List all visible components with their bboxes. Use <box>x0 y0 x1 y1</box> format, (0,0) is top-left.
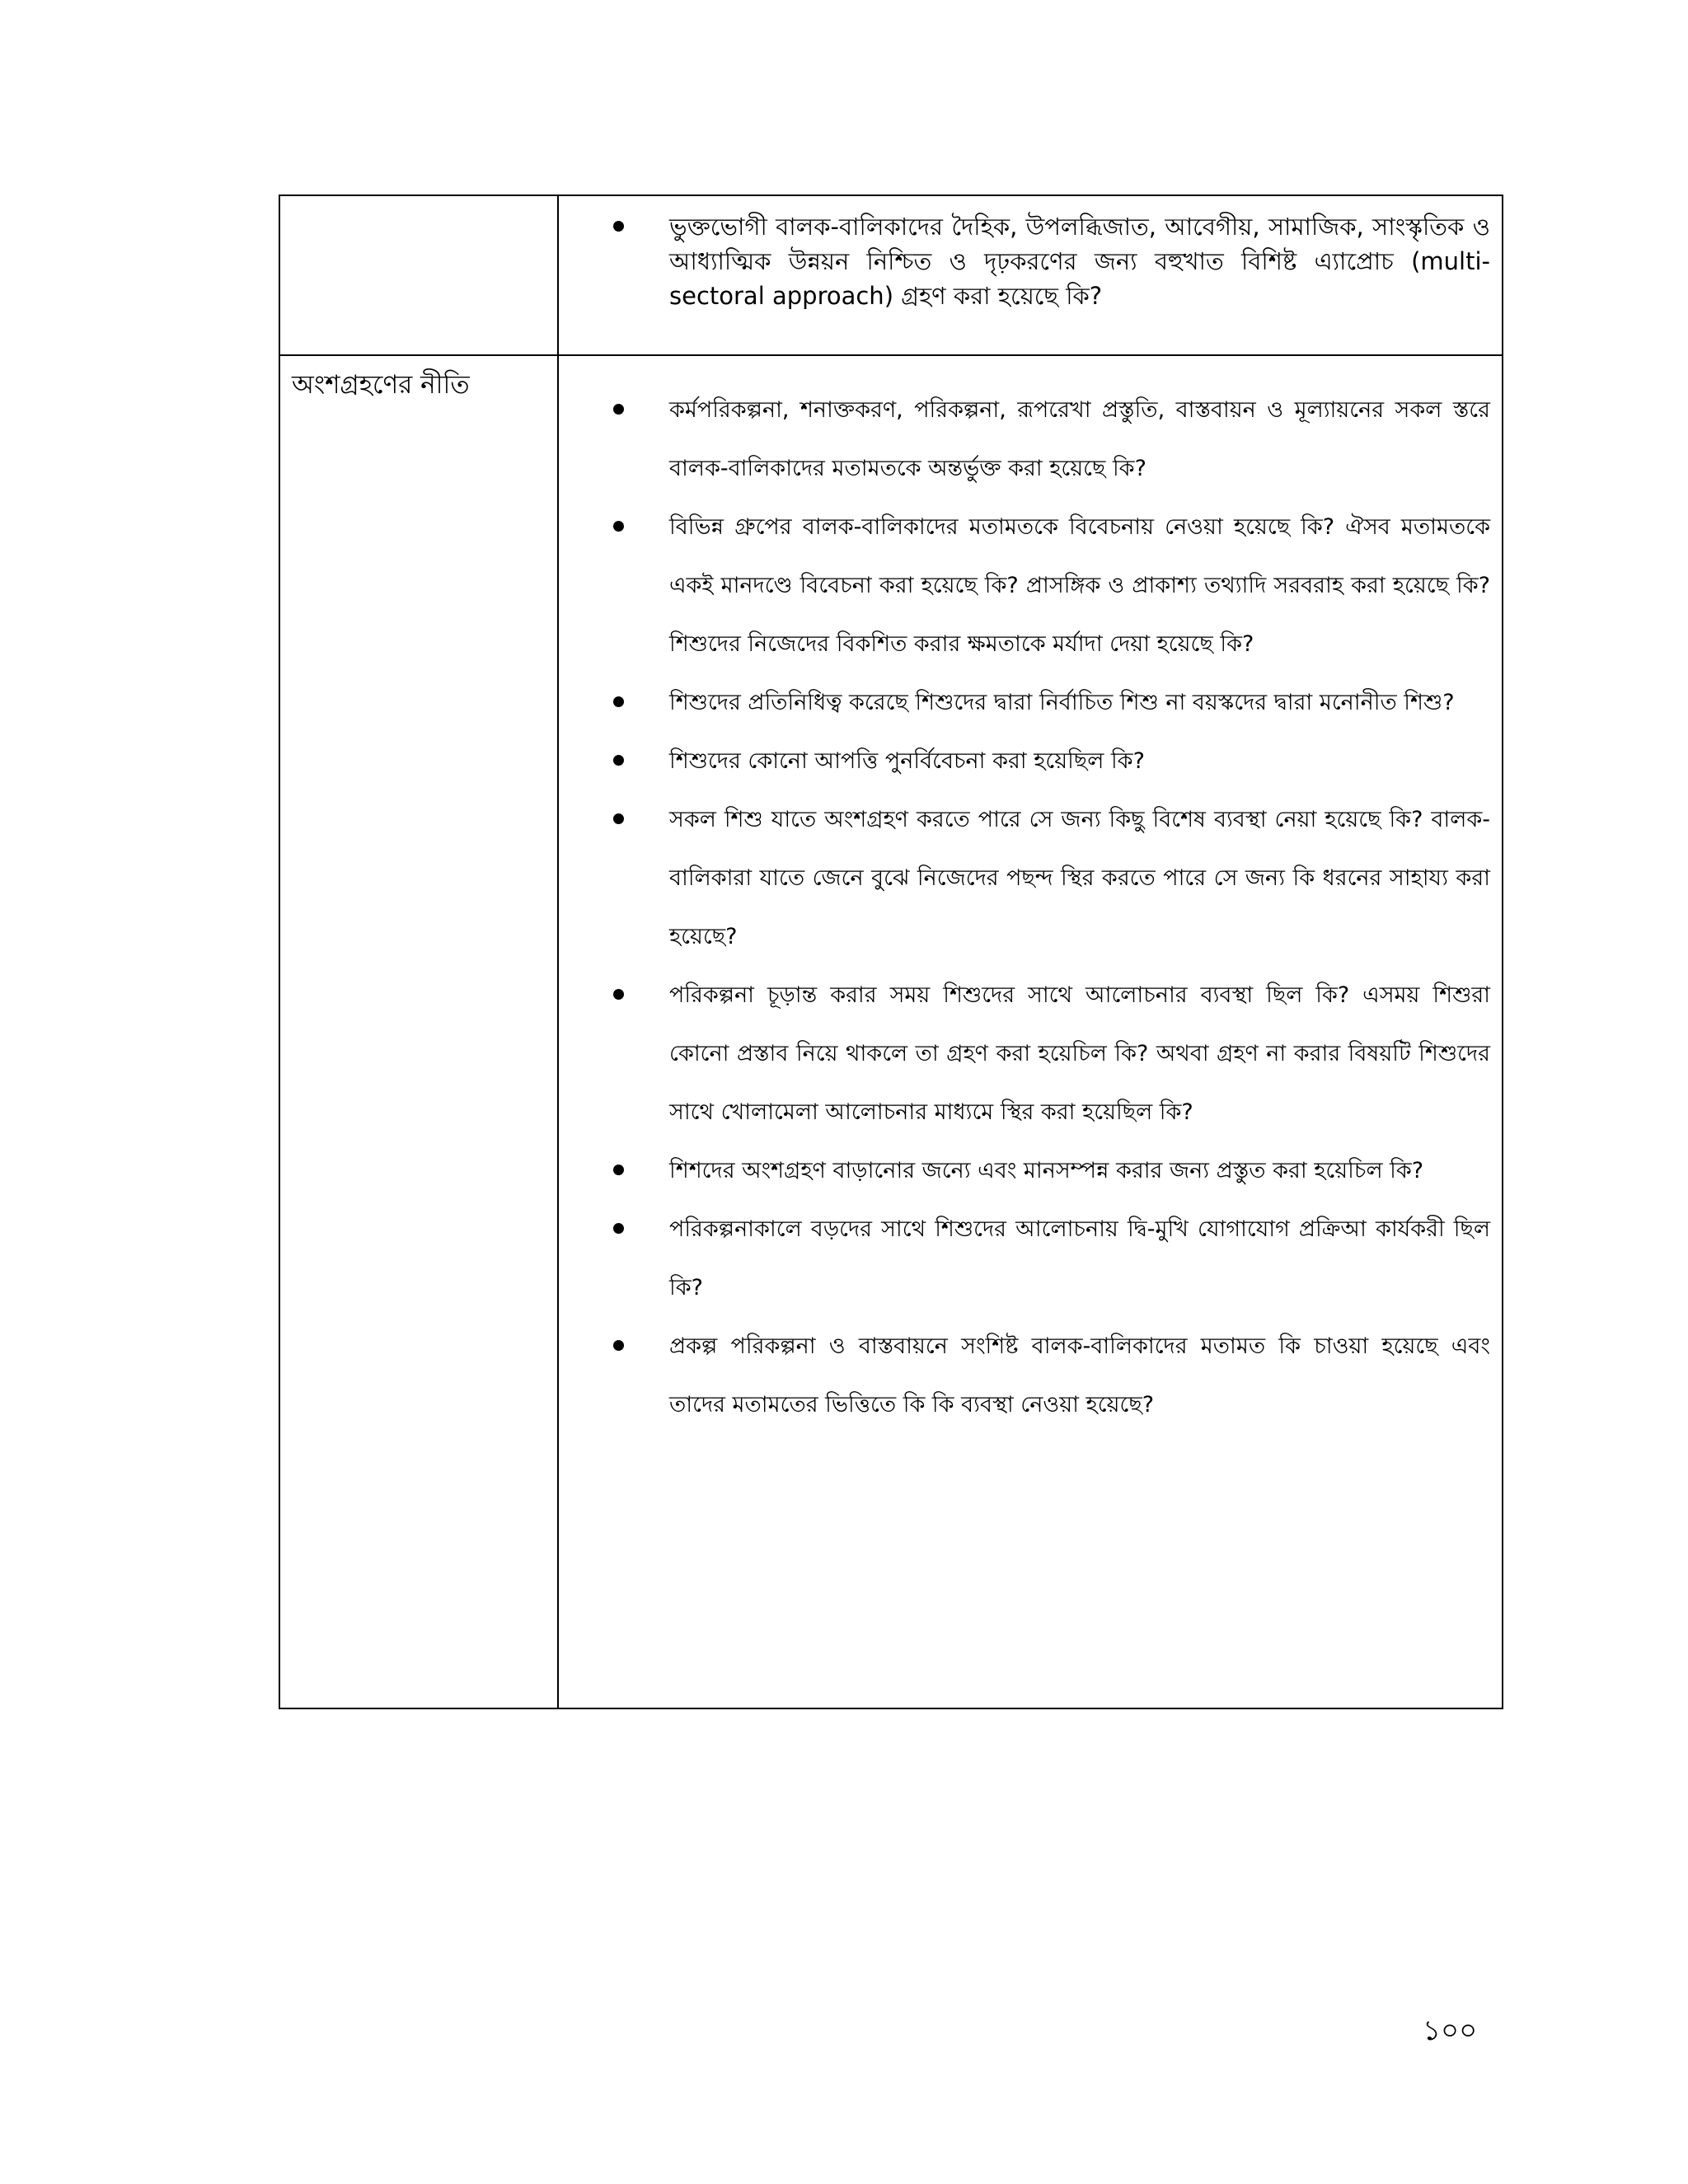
list-item <box>559 1317 1502 1434</box>
table-row <box>279 195 1503 355</box>
bullet-list <box>559 356 1502 1434</box>
list-item-text: পরিকল্পনা চূড়ান্ত করার সময় শিশুদের সাথে আলোচনার ব্যবস্থা ছিল কি? এসময় শিশুরা কোনো প্রস্তাব নিয়ে থাকলে তা গ্রহণ করা হয়েচিল কি? অথবা গ্রহণ না করার বিষয়টি শিশুদের সাথে খোলামেলা আলোচনার মাধ্যমে স্থির করা হয়েছিল কি? <box>669 982 1490 1125</box>
page-number: ১০০ <box>1423 2014 1478 2047</box>
bullet-icon <box>613 404 624 415</box>
list-item-text: শিশুদের কোনো আপত্তি পুনর্বিবেচনা করা হয়েছিল কি? <box>669 748 1145 774</box>
bullet-icon <box>613 813 624 824</box>
bullet-icon <box>613 696 624 707</box>
list-item-text: বিভিন্ন গ্রুপের বালক-বালিকাদের মতামতকে বিবেচনায় নেওয়া হয়েছে কি? ঐসব মতামতকে একই মানদণ্ডে বিবেচনা করা হয়েছে কি? প্রাসঙ্গিক ও প্রাকাশ্য তথ্যাদি সরবরাহ করা হয়েছে কি? শিশুদের নিজেদের বিকশিত করার ক্ষমতাকে মর্যাদা দেয়া হয়েছে কি? <box>669 514 1490 657</box>
list-item-text: শিশুদের প্রতিনিধিত্ব করেছে শিশুদের দ্বারা নির্বাচিত শিশু না বয়স্কদের দ্বারা মনোনীত শিশু? <box>669 690 1455 715</box>
list-item <box>559 1200 1502 1317</box>
list-item <box>559 966 1502 1141</box>
bullet-list <box>559 196 1502 313</box>
list-item-text: শিশদের অংশগ্রহণ বাড়ানোর জন্যে এবং মানসম্পন্ন করার জন্য প্রস্তুত করা হয়েচিল কি? <box>669 1158 1424 1183</box>
list-item-text: প্রকল্প পরিকল্পনা ও বাস্তবায়নে সংশিষ্ট বালক-বালিকাদের মতামত কি চাওয়া হয়েছে এবং তাদের মতামতের ভিত্তিতে কি কি ব্যবস্থা নেওয়া হয়েছে? <box>669 1333 1490 1418</box>
bullet-icon <box>613 521 624 532</box>
list-item <box>559 732 1502 790</box>
list-item <box>559 209 1502 313</box>
list-item-text: সকল শিশু যাতে অংশগ্রহণ করতে পারে সে জন্য কিছু বিশেষ ব্যবস্থা নেয়া হয়েছে কি? বালক-বালিকারা যাতে জেনে বুঝে নিজেদের পছন্দ স্থির করতে পারে সে জন্য কি ধরনের সাহায্য করা হয়েছে? <box>669 807 1490 949</box>
list-item <box>559 1141 1502 1200</box>
table-cell-content <box>558 195 1503 355</box>
list-item-text: কর্মপরিকল্পনা, শনাক্তকরণ, পরিকল্পনা, রূপরেখা প্রস্তুতি, বাস্তবায়ন ও মূল্যায়নের সকল স্তরে বালক-বালিকাদের মতামতকে অন্তর্ভুক্ত করা হয়েছে কি? <box>669 397 1490 481</box>
list-item <box>559 381 1502 498</box>
list-item <box>559 790 1502 966</box>
section-heading <box>280 196 557 208</box>
list-item-text: পরিকল্পনাকালে বড়দের সাথে শিশুদের আলোচনায় দ্বি-মুখি যোগাযোগ প্রক্রিআ কার্যকরী ছিল কি? <box>669 1216 1490 1301</box>
table-cell-heading <box>279 355 558 1708</box>
table-cell-heading <box>279 195 558 355</box>
list-item <box>559 673 1502 732</box>
bullet-icon <box>613 1223 624 1234</box>
bullet-icon <box>613 989 624 1000</box>
bullet-icon <box>613 755 624 766</box>
list-item <box>559 498 1502 673</box>
bullet-icon <box>613 1340 624 1351</box>
checklist-table <box>279 194 1503 1709</box>
bullet-icon <box>613 221 624 232</box>
table-row <box>279 355 1503 1708</box>
list-item-text: ভুক্তভোগী বালক-বালিকাদের দৈহিক, উপলব্ধিজাত, আবেগীয়, সামাজিক, সাংস্কৃতিক ও আধ্যাত্মিক উন্নয়ন নিশ্চিত ও দৃঢ়করণের জন্য বহুখাত বিশিষ্ট এ্যাপ্রোচ (multi-sectoral approach) গ্রহণ করা হয়েছে কি? <box>669 213 1490 310</box>
section-heading: অংশগ্রহণের নীতি <box>292 370 470 400</box>
table-cell-content <box>558 355 1503 1708</box>
bullet-icon <box>613 1165 624 1175</box>
